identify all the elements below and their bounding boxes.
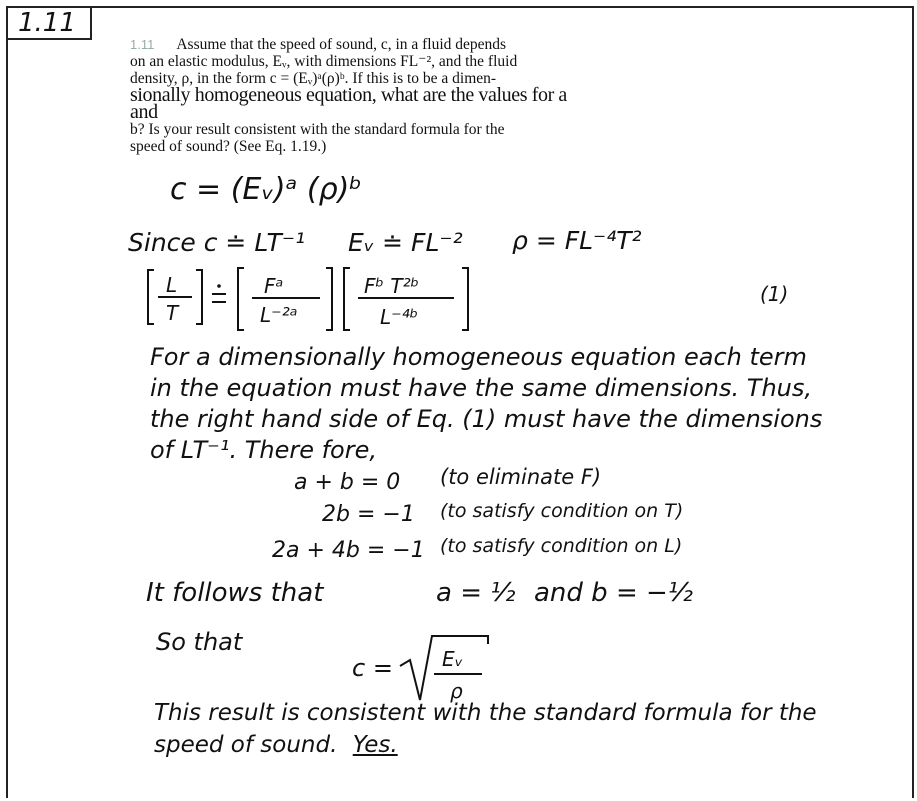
sqrt-denominator: ρ <box>450 679 463 703</box>
dim-mid-den: L⁻²ᵃ <box>260 303 298 327</box>
problem-line-1: 1.11 Assume that the speed of sound, c, in a fluid depends <box>130 36 507 53</box>
dim-mid-num: Fᵃ <box>264 274 284 298</box>
since-ev: Eᵥ ≐ FL⁻² <box>348 228 463 257</box>
it-follows: It follows that <box>146 578 324 608</box>
problem-number-label: 1.11 <box>6 6 92 40</box>
sqrt-numerator: Eᵥ <box>442 647 463 671</box>
paragraph-line-1: For a dimensionally homogeneous equation each term <box>150 343 807 371</box>
since-c: Since c ≐ LT⁻¹ <box>128 228 306 257</box>
problem-line-3: density, ρ, in the form c = (Eᵥ)ᵃ(ρ)ᵇ. If this is to be a dimen- <box>130 70 497 87</box>
dim-lhs-den: T <box>166 301 179 325</box>
paragraph-line-3: the right hand side of Eq. (1) must have the dimensions <box>150 405 823 433</box>
sqrt-expression <box>398 630 498 706</box>
c-equals: c = <box>352 654 393 682</box>
problem-line-2: on an elastic modulus, Eᵥ, with dimensions FL⁻², and the fluid <box>130 53 518 70</box>
problem-line-5: b? Is your result consistent with the standard formula for the <box>130 121 505 138</box>
problem-number: 1.11 <box>130 37 155 52</box>
paragraph-line-4: of LT⁻¹. There fore, <box>150 436 378 464</box>
equation-tag: (1) <box>760 282 789 306</box>
b-value: and b = −½ <box>534 578 693 608</box>
dim-right-den: L⁻⁴ᵇ <box>380 305 419 329</box>
condition-3-note: (to satisfy condition on L) <box>440 535 683 557</box>
a-value: a = ½ <box>436 578 516 608</box>
condition-2-eq: 2b = −1 <box>322 502 415 527</box>
paragraph-line-2: in the equation must have the same dimensions. Thus, <box>150 374 812 402</box>
dim-lhs-num: L <box>166 273 178 297</box>
problem-statement <box>130 36 570 155</box>
condition-1-note: (to eliminate F) <box>440 465 602 489</box>
problem-line-6: speed of sound? (See Eq. 1.19.) <box>130 138 327 155</box>
since-rho: ρ = FL⁻⁴T² <box>512 226 642 255</box>
condition-2-note: (to satisfy condition on T) <box>440 500 684 522</box>
so-that: So that <box>156 628 243 656</box>
main-equation: c = (Eᵥ)ᵃ (ρ)ᵇ <box>170 172 363 207</box>
result-yes: Yes. <box>352 732 398 758</box>
problem-line-4: sionally homogeneous equation, what are the values for a and <box>130 84 567 123</box>
result-line-1: This result is consistent with the standard formula for the <box>154 700 817 726</box>
dimension-equation <box>140 266 500 338</box>
condition-3-eq: 2a + 4b = −1 <box>272 538 425 563</box>
result-line-2: speed of sound. Yes. <box>154 732 398 758</box>
condition-1-eq: a + b = 0 <box>294 470 401 495</box>
dim-right-num: Fᵇ T²ᵇ <box>364 274 420 298</box>
